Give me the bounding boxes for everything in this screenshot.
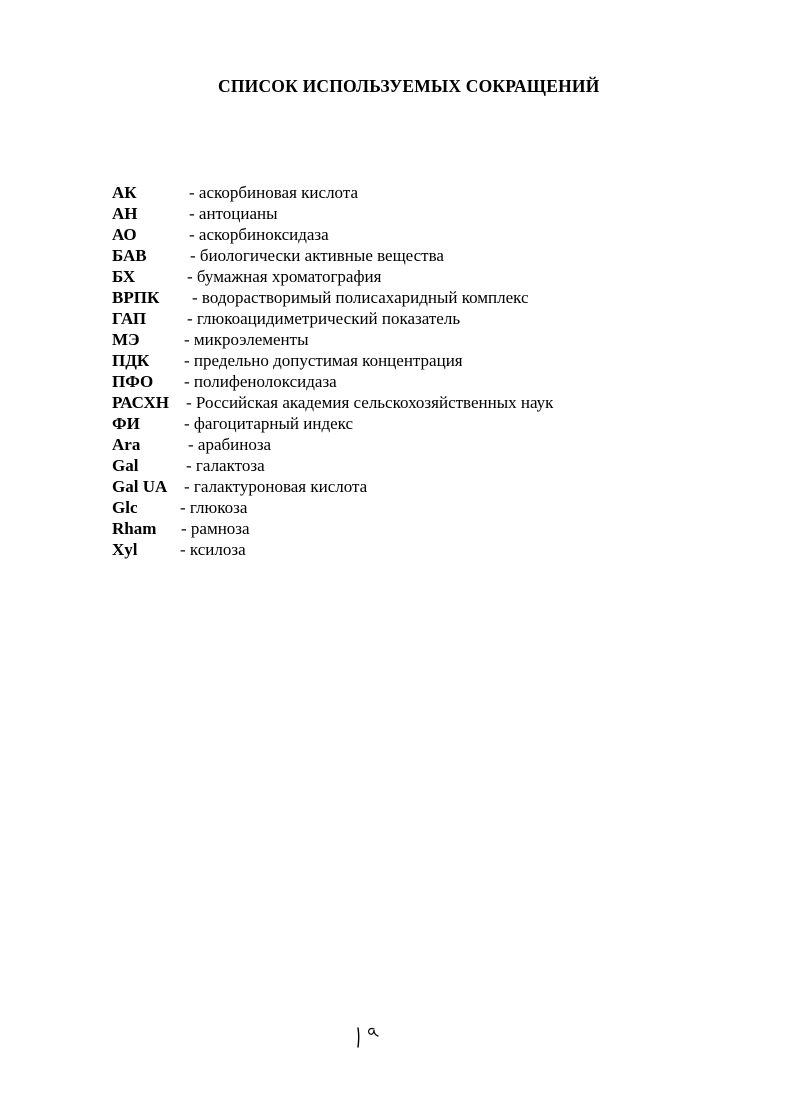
abbreviation-definition: - биологически активные вещества <box>190 246 444 265</box>
abbreviation-row <box>112 455 265 476</box>
page-title: СПИСОК ИСПОЛЬЗУЕМЫХ СОКРАЩЕНИЙ <box>218 76 600 96</box>
abbreviation-definition: - микроэлементы <box>184 330 309 349</box>
abbreviation-term: ПФО <box>112 372 154 391</box>
abbreviation-definition: - полифенолоксидаза <box>184 372 337 391</box>
abbreviation-definition: - глюкоза <box>180 498 248 517</box>
abbreviation-definition: - антоцианы <box>189 204 278 223</box>
abbreviation-row <box>112 497 248 518</box>
abbreviation-definition: - глюкоацидиметрический показатель <box>187 309 461 328</box>
abbreviation-definition: - арабиноза <box>188 435 272 454</box>
abbreviation-term: Ara <box>112 435 141 454</box>
abbreviation-row <box>112 308 461 329</box>
abbreviation-definition: - рамноза <box>181 519 250 538</box>
abbreviation-row <box>112 476 368 497</box>
abbreviation-definition: - галактоза <box>186 456 265 475</box>
abbreviation-term: БАВ <box>112 246 147 265</box>
abbreviation-term: ВРПК <box>112 288 160 307</box>
abbreviation-term: БХ <box>112 267 136 286</box>
abbreviation-row <box>112 518 250 539</box>
abbreviation-row <box>112 287 529 308</box>
abbreviation-row <box>112 182 359 203</box>
abbreviation-term: Rham <box>112 519 157 538</box>
abbreviation-row <box>112 245 444 266</box>
abbreviation-definition: - ксилоза <box>180 540 246 559</box>
abbreviation-term: АО <box>112 225 137 244</box>
abbreviation-definition: - бумажная хроматография <box>187 267 382 286</box>
abbreviation-term: АН <box>112 204 138 223</box>
abbreviation-definition: - Российская академия сельскохозяйственных наук <box>186 393 554 412</box>
abbreviation-term: ФИ <box>112 414 140 433</box>
abbreviation-definition: - галактуроновая кислота <box>184 477 368 496</box>
abbreviation-row <box>112 371 337 392</box>
abbreviation-term: Gal <box>112 456 139 475</box>
abbreviation-row <box>112 203 278 224</box>
abbreviation-term: Gal UA <box>112 477 168 496</box>
abbreviation-term: АК <box>112 183 137 202</box>
abbreviation-row <box>112 224 329 245</box>
abbreviation-row <box>112 329 309 350</box>
abbreviation-term: МЭ <box>112 330 140 349</box>
abbreviation-term: РАСХН <box>112 393 169 412</box>
abbreviation-row <box>112 392 554 413</box>
abbreviation-term: ПДК <box>112 351 150 370</box>
abbreviation-row <box>112 350 463 371</box>
abbreviation-term: Glc <box>112 498 138 517</box>
abbreviation-definition: - водорастворимый полисахаридный комплекс <box>192 288 529 307</box>
abbreviation-definition: - аскорбиноксидаза <box>189 225 329 244</box>
abbreviation-row <box>112 434 272 455</box>
abbreviation-definition: - фагоцитарный индекс <box>184 414 354 433</box>
abbreviation-term: Xyl <box>112 540 138 559</box>
handwritten-page-number <box>352 1020 386 1050</box>
abbreviation-row <box>112 266 382 287</box>
abbreviation-row <box>112 413 354 434</box>
abbreviation-row <box>112 539 246 560</box>
abbreviation-definition: - аскорбиновая кислота <box>189 183 359 202</box>
abbreviation-definition: - предельно допустимая концентрация <box>184 351 463 370</box>
abbreviation-term: ГАП <box>112 309 147 328</box>
